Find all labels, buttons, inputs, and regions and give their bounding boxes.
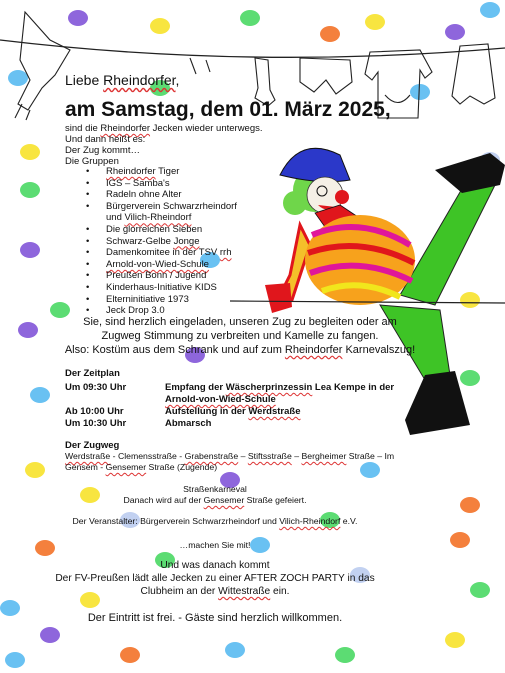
list-item: • Kinderhaus-Initiative KIDS xyxy=(86,281,217,293)
list-item: • Preußen Bonn / Jugend xyxy=(86,270,207,282)
clown-illustration xyxy=(230,135,505,480)
intro-line-2: Und dann heißt es: xyxy=(65,134,146,145)
list-item: • Die glorreichen Sieben xyxy=(86,223,203,235)
schedule-row-continued: Arnold-von-Wied-Schule xyxy=(165,394,276,405)
intro-text xyxy=(65,123,263,167)
list-item: • Rheindorfer Tiger xyxy=(86,166,180,177)
schedule-row: Um 09:30 Uhr Empfang der Wäscherprinzessin Lea Kempe in der xyxy=(65,382,395,393)
clown-nose xyxy=(335,190,349,204)
shirt-sleeve-icon xyxy=(18,12,70,110)
confetti-dot xyxy=(445,632,465,648)
confetti-dot xyxy=(120,647,140,663)
confetti-dot xyxy=(225,642,245,658)
intro-line-3: Der Zug kommt… xyxy=(65,145,140,156)
free-entry-text: Der Eintritt ist frei. - Gäste sind herzlich willkommen. xyxy=(87,612,343,624)
after-party-text: Und was danach kommt Der FV-Preußen lädt alle Jecken zu einer AFTER ZOCH PARTY in das Clubheim an der Wittestraße ein. xyxy=(55,560,375,597)
schedule-row: Ab 10:00 Uhr Aufstellung in der Werdstraße xyxy=(65,406,301,417)
event-date-headline: am Samstag, dem 01. März 2025, xyxy=(65,98,391,121)
groups-list xyxy=(86,166,237,317)
confetti-dot xyxy=(20,144,40,160)
confetti-dot xyxy=(25,462,45,478)
greeting: Liebe Rheindorfer, xyxy=(65,72,180,88)
schedule-row: Um 10:30 Uhr Abmarsch xyxy=(65,418,212,429)
intro-line-1: sind die Rheindorfer Jecken wieder unterwegs. xyxy=(65,123,263,134)
list-item: • Elterninitiative 1973 xyxy=(86,293,189,305)
street-carnival-text: Straßenkarneval Danach wird auf der Gensemer Straße gefeiert. xyxy=(123,484,307,505)
underpants-icon xyxy=(300,58,352,94)
clown-boot-bottom xyxy=(405,371,470,435)
organizer-text: Der Veranstalter: Bürgerverein Schwarzrheindorf und Vilich-Rheindorf e.V. xyxy=(72,516,358,526)
invitation-text: Sie, sind herzlich eingeladen, unseren Zug zu begleiten oder am Zugweg Stimmung zu verbreiten und Kamelle zu fangen. Also: Kostüm aus dem Schrank und auf zum Rheindorfer Karnevalszug! xyxy=(64,316,416,356)
confetti-dot xyxy=(335,647,355,663)
clown-leg-right xyxy=(400,175,495,305)
clown-glove xyxy=(265,283,292,313)
apron-icon xyxy=(452,44,495,104)
join-us-text: …machen Sie mit! xyxy=(179,540,251,550)
list-item: • Jeck Drop 3.0 xyxy=(86,305,165,317)
confetti-dot xyxy=(470,582,490,598)
list-item: • Radeln ohne Alter xyxy=(86,189,182,201)
list-item: • IGS – Samba's xyxy=(86,177,170,189)
schedule-heading: Der Zeitplan xyxy=(65,368,120,379)
route-heading: Der Zugweg xyxy=(65,440,120,451)
list-item: • Bürgerverein Schwarzrheindorf xyxy=(86,200,237,212)
route-text: Werdstraße - Clemensstraße - Grabenstraße – Stiftsstraße – Bergheimer Straße – Im Gensem - Gensemer Straße (Zugende) xyxy=(65,451,395,472)
confetti-dot xyxy=(40,627,60,643)
list-item: • Arnold-von-Wied-Schule xyxy=(86,258,209,270)
intro-line-4: Die Gruppen xyxy=(65,156,119,167)
list-item: • Damenkomitee in der TSV rrh xyxy=(86,247,232,259)
confetti-dot xyxy=(460,497,480,513)
confetti-dot xyxy=(450,532,470,548)
confetti-dot xyxy=(20,182,40,198)
list-item: • Schwarz-Gelbe Jonge xyxy=(86,235,200,247)
clown-hat xyxy=(280,148,350,181)
confetti-dot xyxy=(20,242,40,258)
confetti-dot xyxy=(30,387,50,403)
list-item-continued: und Vilich-Rheindorf xyxy=(106,212,192,224)
confetti-dot xyxy=(5,652,25,668)
